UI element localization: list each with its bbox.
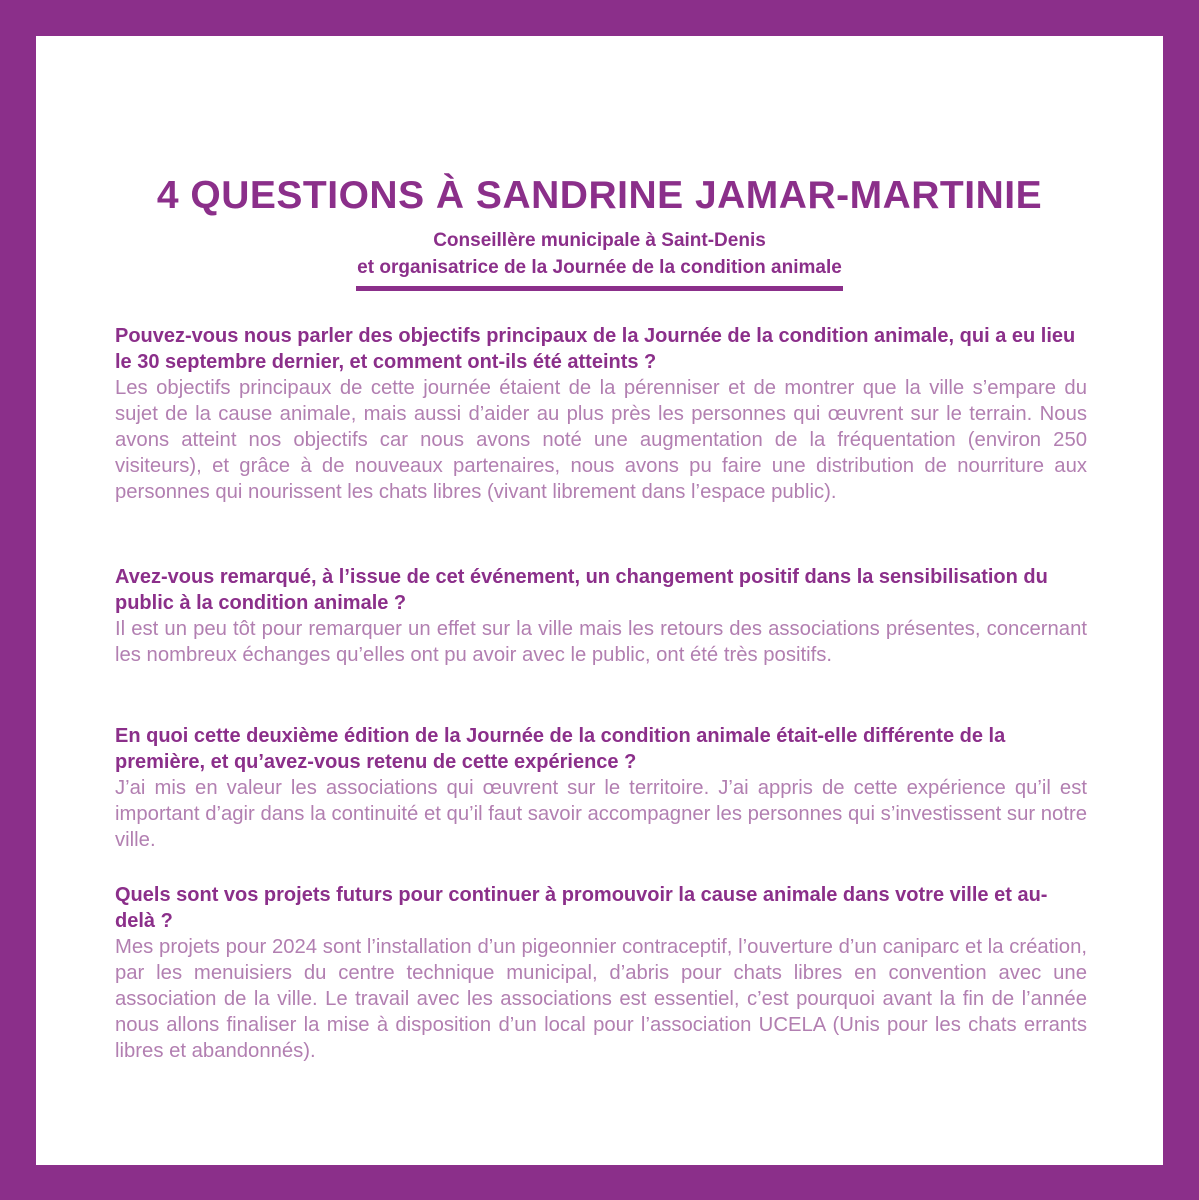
answer-3: J’ai mis en valeur les associations qui œuvrent sur le territoire. J’ai appris de cette expérience qu’il est important d’agir dans la continuité et qu’il faut savoir accompagner les personnes qui s’investissent sur notre ville.	[115, 777, 1087, 851]
subtitle-line-2: et organisatrice de la Journée de la condition animale	[357, 257, 842, 278]
interview-card	[36, 36, 1163, 1165]
qa-block-4	[115, 882, 1087, 1064]
title-divider	[356, 286, 843, 291]
subtitle	[36, 227, 1163, 281]
subtitle-line-1: Conseillère municipale à Saint-Denis	[433, 230, 766, 251]
qa-block-1	[115, 323, 1087, 505]
question-4: Quels sont vos projets futurs pour continuer à promouvoir la cause animale dans votre ville et au-delà ?	[115, 884, 1048, 932]
question-1: Pouvez-vous nous parler des objectifs principaux de la Journée de la condition animale, qui a eu lieu le 30 septembre dernier, et comment ont-ils été atteints ?	[115, 325, 1076, 373]
question-2: Avez-vous remarqué, à l’issue de cet événement, un changement positif dans la sensibilisation du public à la condition animale ?	[115, 566, 1048, 614]
question-3: En quoi cette deuxième édition de la Journée de la condition animale était-elle différente de la première, et qu’avez-vous retenu de cette expérience ?	[115, 725, 1006, 773]
page-title: 4 QUESTIONS À SANDRINE JAMAR-MARTINIE	[156, 174, 1043, 217]
qa-block-3	[115, 723, 1087, 853]
qa-block-2	[115, 564, 1087, 668]
answer-1: Les objectifs principaux de cette journée étaient de la pérenniser et de montrer que la ville s’empare du sujet de la cause animale, mais aussi d’aider au plus près les personnes qui œuvrent sur le terrain. Nous avons atteint nos objectifs car nous avons noté une augmentation de la fréquentation (environ 250 visiteurs), et grâce à de nouveaux partenaires, nous avons pu faire une distribution de nourriture aux personnes qui nourissent les chats libres (vivant librement dans l’espace public).	[115, 377, 1087, 503]
answer-2: Il est un peu tôt pour remarquer un effet sur la ville mais les retours des associations présentes, concernant les nombreux échanges qu’elles ont pu avoir avec le public, ont été très positifs.	[115, 618, 1087, 666]
answer-4: Mes projets pour 2024 sont l’installation d’un pigeonnier contraceptif, l’ouverture d’un caniparc et la création, par les menuisiers du centre technique municipal, d’abris pour chats libres en convention avec une association de la ville. Le travail avec les associations est essentiel, c’est pourquoi avant la fin de l’année nous allons finaliser la mise à disposition d’un local pour l’association UCELA (Unis pour les chats errants libres et abandonnés).	[115, 936, 1087, 1062]
